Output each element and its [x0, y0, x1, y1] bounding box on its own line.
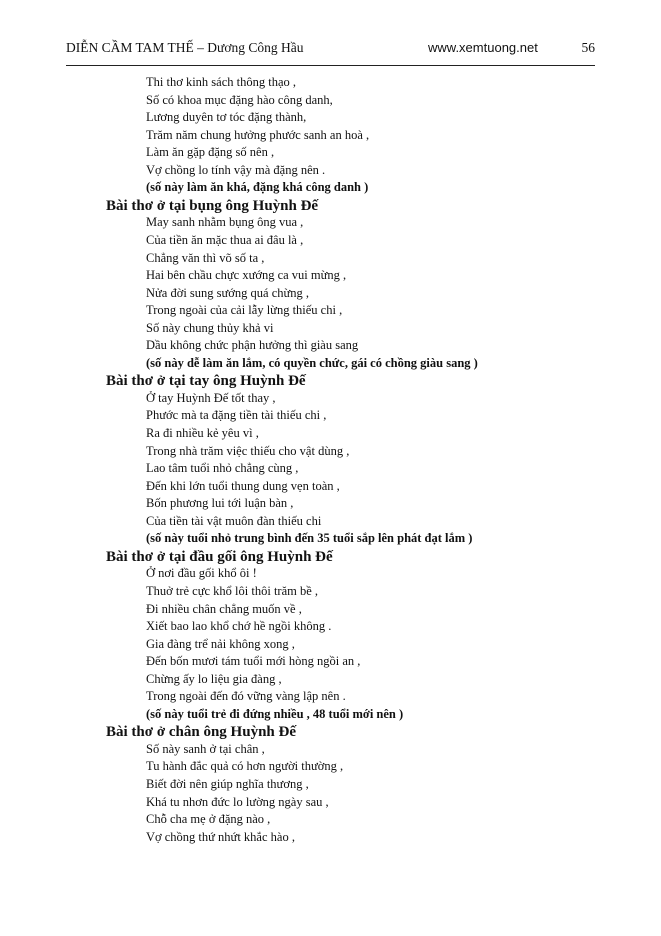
header-rule: [66, 65, 595, 66]
section-title: Bài thơ ở tại bụng ông Huỳnh Đế: [106, 197, 319, 214]
book-title: DIỄN CẦM TAM THẾ – Dương Công Hầu: [66, 40, 304, 55]
poem-line: Hai bên chầu chực xướng ca vui mừng ,: [146, 268, 347, 283]
poem-line: Lao tâm tuổi nhỏ chẳng cùng ,: [146, 461, 299, 476]
poem-line: Thuở trẻ cực khổ lôi thôi trăm bề ,: [146, 583, 319, 598]
poem-line: Số có khoa mục đặng hào công danh,: [146, 92, 333, 107]
poem-line: Khá tu nhơn đức lo lường ngày sau ,: [146, 794, 329, 809]
poem-line: Xiết bao lao khổ chớ hề ngồi không .: [146, 619, 332, 634]
poem-line: Đi nhiều chân chẳng muốn về ,: [146, 601, 302, 616]
poem-line: Trong ngoài đến đó vững vàng lập nên .: [146, 689, 346, 704]
section-title: Bài thơ ở tại tay ông Huỳnh Đế: [106, 373, 306, 390]
poem-line: Tu hành đắc quả có hơn người thường ,: [146, 759, 344, 774]
poem-line: Lương duyên tơ tóc đặng thành,: [146, 110, 307, 125]
poem-line: Thi thơ kinh sách thông thạo ,: [146, 75, 296, 89]
section-title: Bài thơ ở tại đầu gối ông Huỳnh Đế: [106, 548, 333, 565]
poem-line: Vợ chồng lo tính vậy mà đặng nên .: [146, 162, 326, 177]
poem-line: Ra đi nhiều kẻ yêu vì ,: [146, 426, 259, 440]
poem-line: Dầu không chức phận hưởng thì giàu sang: [146, 338, 359, 353]
page-header: [66, 40, 595, 62]
poem-line: Làm ăn gặp đặng số nên ,: [146, 145, 275, 160]
poem-line: Phước mà ta đặng tiền tài thiếu chi ,: [146, 408, 327, 423]
poem-line: Biết đời nên giúp nghĩa thương ,: [146, 777, 309, 791]
poem-line: Ở tay Huỳnh Đế tốt thay ,: [146, 390, 276, 405]
poem-line: Chỗ cha mẹ ở đặng nào ,: [146, 812, 271, 827]
site-url: www.xemtuong.net: [428, 40, 538, 55]
poem-line: Ở nơi đầu gối khổ ôi !: [146, 566, 257, 581]
poem-line: Chừng ấy lo liệu gia đàng ,: [146, 671, 282, 686]
poem-line: Trong nhà trăm việc thiếu cho vật dùng ,: [146, 443, 350, 458]
poem-line: Số này sanh ở tại chân ,: [146, 741, 265, 756]
section-title: Bài thơ ở chân ông Huỳnh Đế: [106, 724, 296, 741]
poem-note: (số này làm ăn khá, đặng khá công danh ): [146, 180, 369, 195]
poem-line: Của tiền tài vật muôn đàn thiếu chi: [146, 513, 322, 528]
poem-line: Trong ngoài của cải lẫy lừng thiếu chi ,: [146, 303, 343, 318]
poem-line: Chẳng văn thì võ số ta ,: [146, 250, 265, 265]
poem-line: Đến bốn mươi tám tuổi mới hòng ngồi an ,: [146, 654, 361, 669]
poem-note: (số này tuổi nhỏ trung bình đến 35 tuổi sắp lên phát đạt lắm ): [146, 531, 473, 546]
poem-line: Gia đàng trể nải không xong ,: [146, 636, 295, 651]
poem-line: Bốn phương lui tới luận bàn ,: [146, 496, 294, 511]
poem-line: Nửa đời sung sướng quá chừng ,: [146, 285, 310, 300]
poem-line: Vợ chồng thứ nhứt khắc hào ,: [146, 829, 295, 844]
poem-line: Của tiền ăn mặc thua ai đâu là ,: [146, 232, 304, 247]
poem-line: Số này chung thủy khả vi: [146, 320, 274, 335]
poem-note: (số này tuổi trẻ đi đứng nhiều , 48 tuổi mới nên ): [146, 706, 404, 721]
poem-line: Trăm năm chung hưởng phước sanh an hoà ,: [146, 127, 370, 142]
poem-line: May sanh nhằm bụng ông vua ,: [146, 215, 304, 230]
poem-note: (số này dễ làm ăn lắm, có quyền chức, gái có chồng giàu sang ): [146, 355, 478, 370]
poem-line: Đến khi lớn tuổi thung dung vẹn toàn ,: [146, 478, 340, 493]
page-number: 56: [581, 40, 595, 55]
